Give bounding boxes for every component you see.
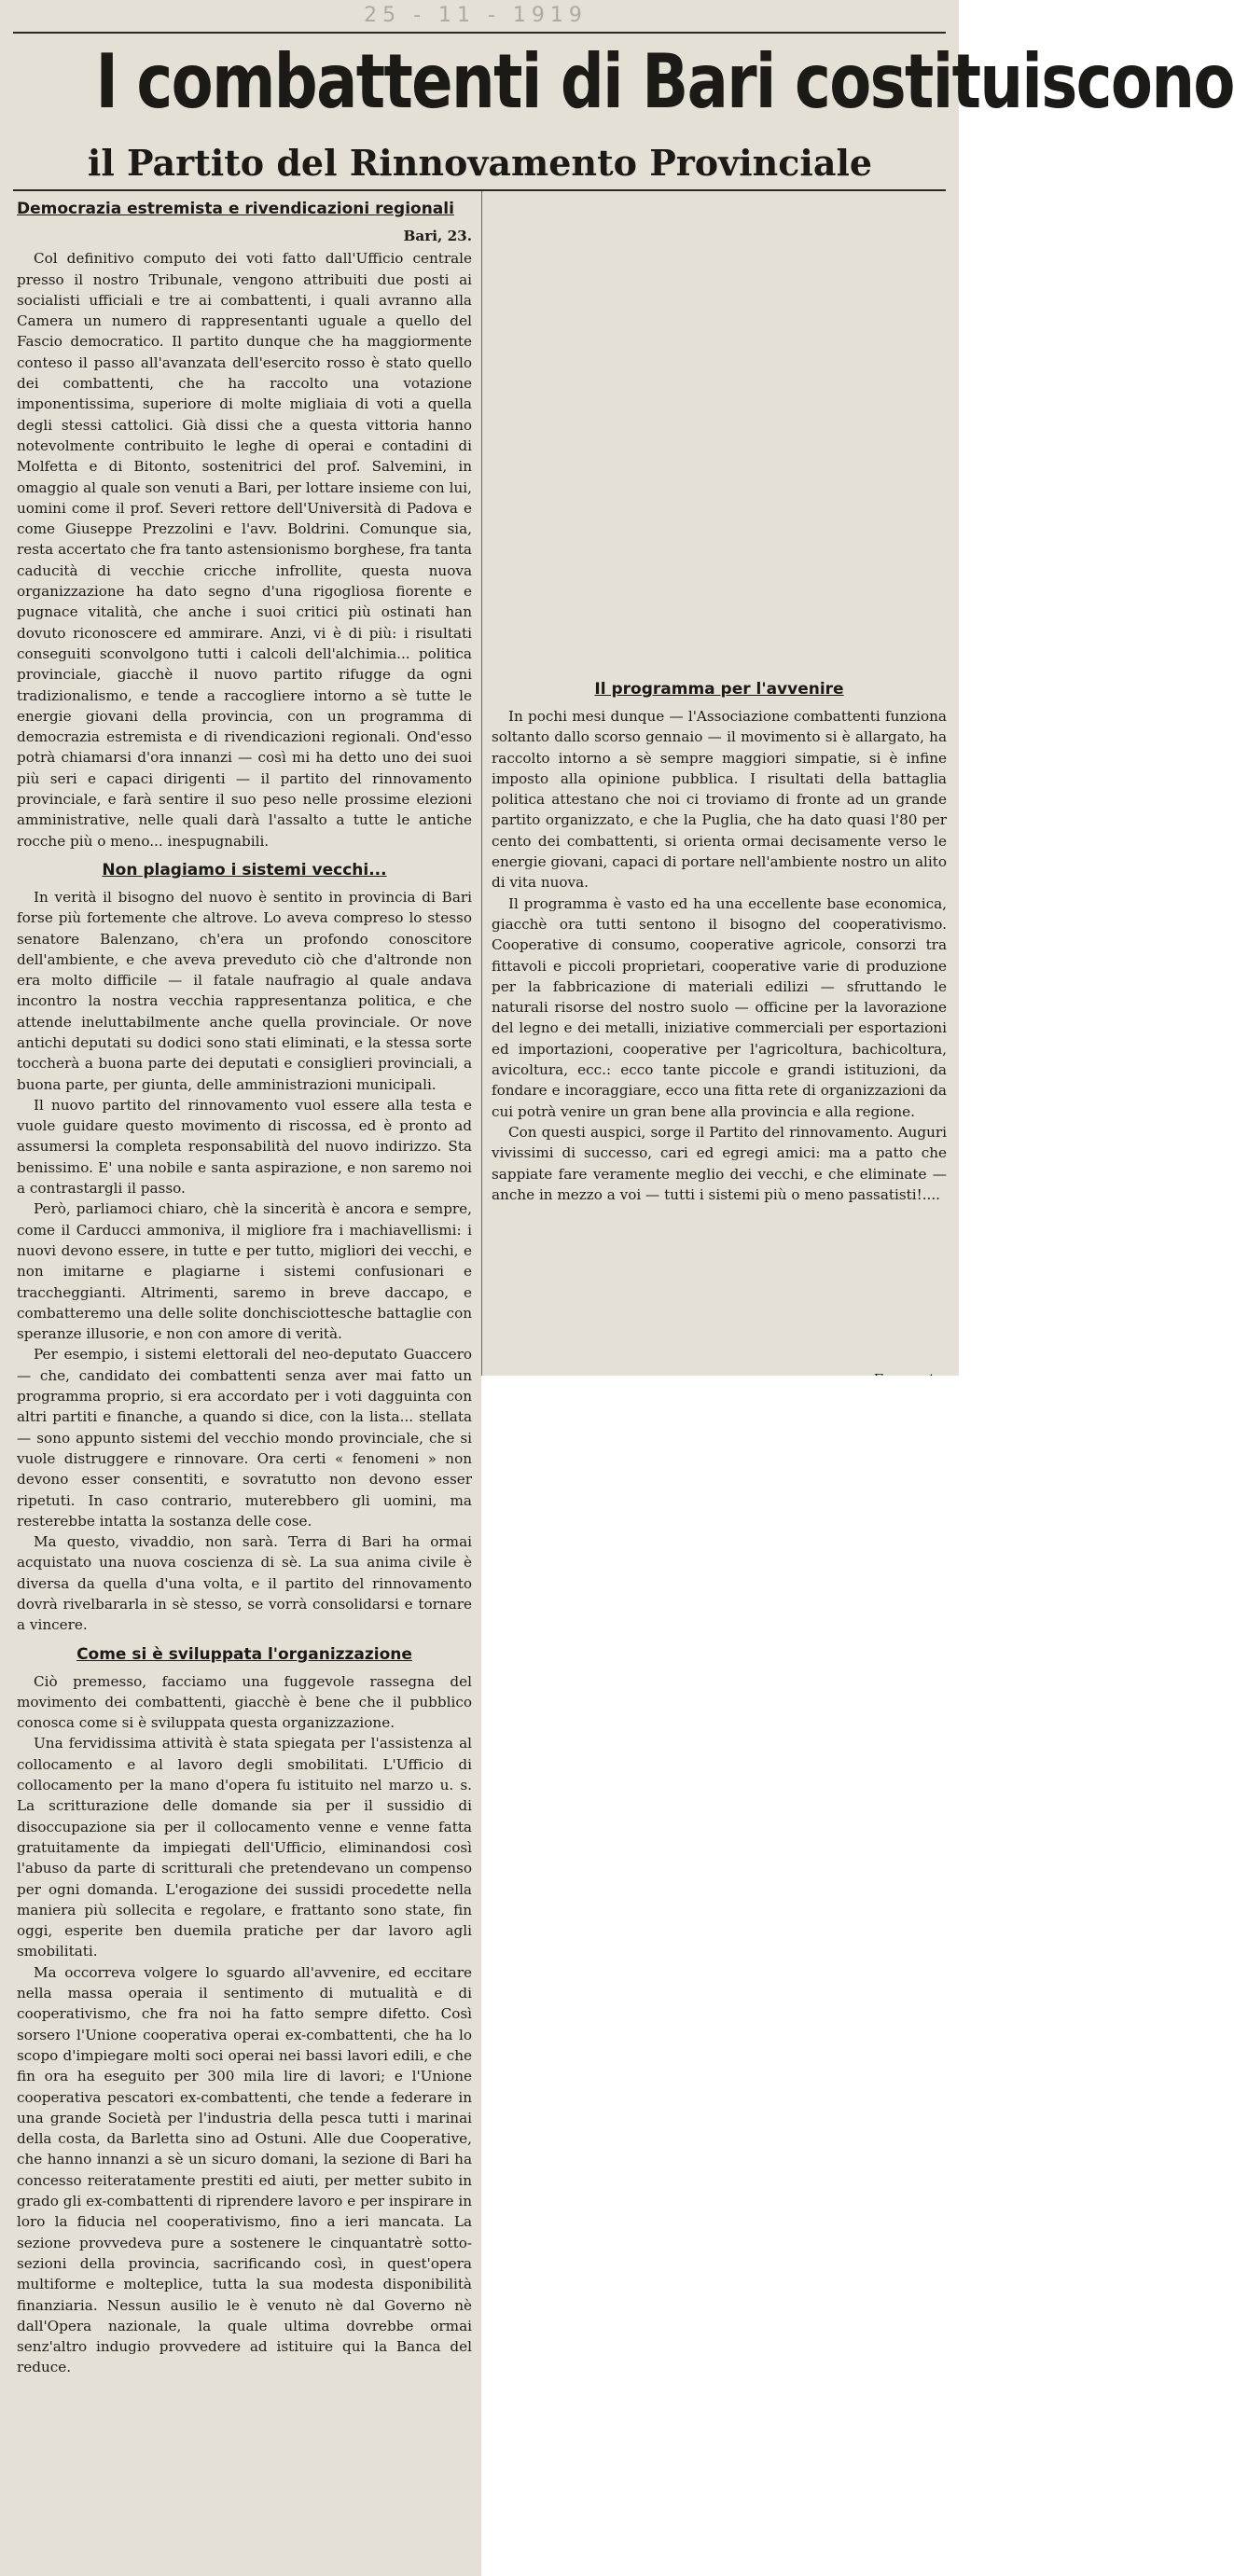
paragraph: Il nuovo partito del rinnovamento vuol essere alla testa e vuole guidare questo movimento di riscossa, ed è pronto ad assumersi la completa responsabilità del nuovo indirizzo. Sta benissimo. E' una nobile e santa aspirazione, e non saremo noi a contrastargli il passo.	[17, 1096, 472, 1198]
paragraph: Una fervidissima attività è stata spiegata per l'assistenza al collocamento e al lavoro degli smobilitati. L'Ufficio di collocamento per la mano d'opera fu istituito nel marzo u. s. La scritturazione delle domande sia per il sussidio di disoccupazione sia per il collocamento venne e venne fatta gratuitamente da impiegati dell'Ufficio, eliminandosi così l'abuso da parte di scritturali che pretendevano un compenso per ogni domanda. L'erogazione dei sussidi procedette nella maniera più sollecita e regolare, e frattanto sono state, fin oggi, esperite ben duemila pratiche per dar lavoro agli smobilitati.	[17, 1735, 472, 1960]
headline: I combattenti di Bari costituiscono	[95, 38, 1234, 125]
paragraph: Però, parliamoci chiaro, chè la sincerità è ancora e sempre, come il Carducci ammoniva, il migliore fra i machiavellismi: i nuovi devono essere, in tutte e per tutto, migliori dei vecchi, e non imitarne e plagiarne i sistemi confusionari e traccheggianti. Altrimenti, saremo in breve daccapo, e combatteremo una delle solite donchisciottesche battaglie con speranze illusorie, e non con amore di verità.	[17, 1200, 472, 1343]
paragraph: In pochi mesi dunque — l'Associazione combattenti funziona soltanto dallo scorso gennaio — il movimento si è allargato, ha raccolto intorno a sè sempre maggiori simpatie, si è infine imposto alla opinione pubblica. I risultati della battaglia politica attestano che noi ci troviamo di fronte ad un grande partito organizzato, e che la Puglia, che ha dato quasi l'80 per cento dei combattenti, si orienta ormai decisamente verso le energie giovani, capaci di portare nell'ambiente nostro un alito di vita nuova.	[492, 708, 947, 892]
date-stamp: 25 - 11 - 1919	[364, 4, 588, 27]
top-rule	[13, 32, 946, 34]
paragraph: Il programma è vasto ed ha una eccellente base economica, giacchè ora tutti sentono il bisogno del cooperativismo. Cooperative di consumo, cooperative agricole, consorzi tra fittavoli e piccoli proprietari, cooperative varie di produzione per la fabbricazione di materiali edilizi — sfruttando le naturali risorse del nostro suolo — officine per la lavorazione del legno e dei metalli, iniziative commerciali per esportazioni ed importazioni, cooperative per l'agricoltura, bachicoltura, avicoltura, ecc.: ecco tante piccole e grandi istituzioni, da fondare e incoraggiare, ecco una fitta rete di organizzazioni da cui potrà venire un gran bene alla provincia e alla regione.	[492, 894, 947, 1120]
subheadline: il Partito del Rinnovamento Provinciale	[87, 142, 873, 184]
paragraph: Ma questo, vivaddio, non sarà. Terra di Bari ha ormai acquistato una nuova coscienza di sè. La sua anima civile è diversa da quella d'una volta, e il partito del rinnovamento dovrà rivelbararla in sè stesso, se vorrà consolidarsi e tornare a vincere.	[17, 1533, 472, 1634]
paragraph: Ma occorreva volgere lo sguardo all'avvenire, ed eccitare nella massa operaia il sentimento di mutualità e di cooperativismo, che fra noi ha fatto sempre difetto. Così sorsero l'Unione cooperativa operai ex-combattenti, che ha lo scopo d'impiegare molti soci operai nei bassi lavori edili, e che fin ora ha eseguito per 300 mila lire di lavori; e l'Unione cooperativa pescatori ex-combattenti, che tende a federare in una grande Società per l'industria della pesca tutti i marinai della costa, da Barletta sino ad Ostuni. Alle due Cooperative, che hanno innanzi a sè un sicuro domani, la sezione di Bari ha concesso reiteratamente prestiti ed aiuti, per metter subito in grado gli ex-combattenti di riprendere lavoro e per inspirare in loro la fiducia nel cooperativismo, fino a ieri mancata. La sezione provvedeva pure a sostenere le cinquantatrè sotto-sezioni della provincia, sacrificando così, in quest'opera multiforme e molteplice, tutta la sua modesta disponibilità finanziaria. Nessun ausilio le è venuto nè dal Governo nè dall'Opera nazionale, la quale ultima dovrebbe ormai senz'altro indugio provvedere ad istituire qui la Banca del reduce.	[17, 1963, 472, 2376]
paragraph: Per esempio, i sistemi elettorali del neo-deputato Guaccero — che, candidato dei combattenti senza aver mai fatto un programma proprio, si era accordato per i voti dagguinta con altri partiti e finanche, a quando si dice, con la lista... stellata — sono appunto sistemi del vecchio mondo provinciale, che si vuole distruggere e rinnovare. Ora certi « fenomeni » non devono esser consentiti, e sovratutto non devono esser ripetuti. In caso contrario, muterebbero gli uomini, ma resterebbe intatta la sostanza delle cose.	[17, 1346, 472, 1530]
section-heading: Come si è sviluppata l'organizzazione	[76, 1644, 412, 1664]
paragraph: In verità il bisogno del nuovo è sentito in provincia di Bari forse più fortemente che altrove. Lo aveva compreso lo stesso senatore Balenzano, ch'era un profondo conoscitore dell'ambiente, e che aveva preveduto ciò che d'altronde non era molto difficile — il fatale naufragio al quale andava incontro la nostra vecchia rappresentanza politica, e che attende ineluttabilmente anche quella provinciale. Or nove antichi deputati su dodici sono stati eliminati, e la stessa sorte toccherà a buona parte dei deputati e consiglieri provinciali, a buona parte, per giunta, delle amministrazioni municipali.	[17, 888, 472, 1093]
left-column	[17, 200, 472, 2378]
section-heading: Non plagiamo i sistemi vecchi...	[102, 860, 387, 879]
paragraph: Con questi auspici, sorge il Partito del rinnovamento. Auguri vivissimi di successo, cari ed egregi amici: ma a patto che sappiate fare veramente meglio dei vecchi, e che eliminate — anche in mezzo a voi — tutti i sistemi più o meno passatisti!....	[492, 1123, 947, 1203]
dateline: Bari, 23.	[403, 228, 472, 244]
blank-area	[481, 1376, 959, 2576]
section-heading: Il programma per l'avvenire	[594, 680, 844, 699]
paragraph: Col definitivo computo dei voti fatto dall'Ufficio centrale presso il nostro Tribunale, vengono attribuiti due posti ai socialisti ufficiali e tre ai combattenti, i quali avranno alla Camera un numero di rappresentanti uguale a quello del Fascio democratico. Il partito dunque che ha maggiormente conteso il passo all'avanzata dell'esercito rosso è stato quello dei combattenti, che ha raccolto una votazione imponentissima, superiore di molte migliaia di voti a quella degli stessi cattolici. Già dissi che a questa vittoria hanno notevolmente contribuito le leghe di operai e contadini di Molfetta e di Bitonto, sostenitrici del prof. Salvemini, in omaggio al quale son venuti a Bari, per lottare insieme con lui, uomini come il prof. Severi rettore dell'Università di Padova e come Giuseppe Prezzolini e l'avv. Boldrini. Comunque sia, resta accertato che fra tanto astensionismo borghese, fra tanta caducità di vecchie cricche infrollite, questa nuova organizzazione ha dato segno d'una rigogliosa fiorente e pugnace vitalità, che anche i suoi critici più ostinati han dovuto riconoscere ed ammirare. Anzi, vi è di più: i risultati conseguiti sconvolgono tutti i calcoli dell'alchimia... politica provinciale, giacchè il nuovo partito rifugge da ogni tradizionalismo, e tende a raccogliere intorno a sè tutte le energie giovani della provincia, con un programma di democrazia estremista e di rivendicazioni regionali. Ond'esso potrà chiamarsi d'ora innanzi — così mi ha detto uno dei suoi più seri e capaci dirigenti — il partito del rinnovamento provinciale, e farà sentire il suo peso nelle prossime elezioni amministrative, nelle quali darà l'assalto a tutte le antiche rocche più o meno... inespugnabili.	[17, 250, 472, 850]
section-heading: Democrazia estremista e rivendicazioni regionali	[17, 200, 454, 218]
column-divider	[481, 191, 482, 1376]
right-column	[492, 191, 947, 1205]
paragraph: Ciò premesso, facciamo una fuggevole rassegna del movimento dei combattenti, giacchè è bene che il pubblico conosca come si è sviluppata questa organizzazione.	[17, 1672, 472, 1732]
